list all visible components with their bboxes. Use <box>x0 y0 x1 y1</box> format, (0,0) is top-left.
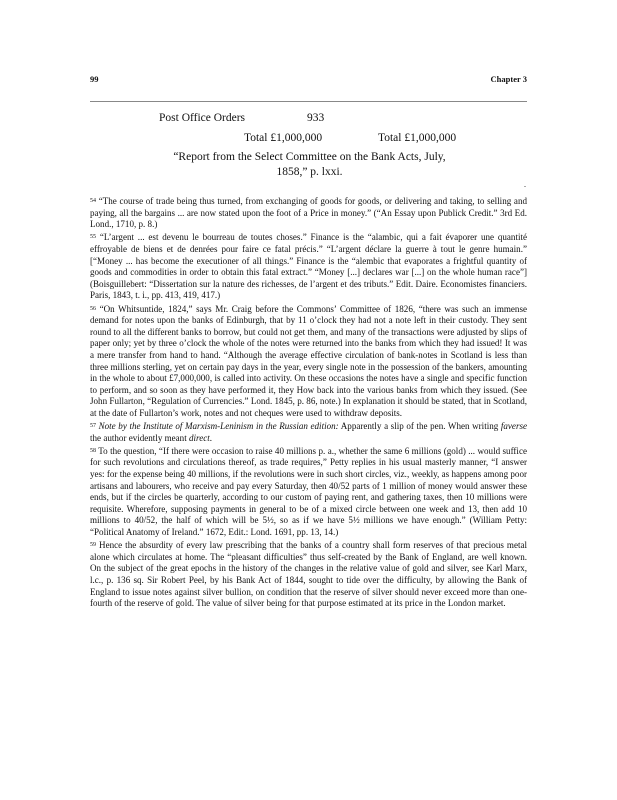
footnote-italic-note: Note by the Institute of Marxism-Leninism in the Russian edition: <box>98 421 339 432</box>
footnote-58 <box>90 446 527 539</box>
footnote-55 <box>90 232 527 302</box>
table-row-value: 933 <box>307 112 325 124</box>
page-header <box>90 74 527 88</box>
footnote-text: “The course of trade being thus turned, from exchanging of goods for goods, or delivering and taking, to selling and paying, all the bargains ... are now stated upon the foot of a Price in money.” (“An Essay upon Publick Credit.” 3rd Ed. Lond., 1710, p. 8.) <box>90 196 527 230</box>
footnote-number: 56 <box>90 305 96 312</box>
page-number: 99 <box>90 74 99 84</box>
footnote-number: 58 <box>90 447 96 454</box>
footnote-text: Apparently a slip of the pen. When writing <box>338 421 501 432</box>
report-line-2: 1858,” p. lxxi. <box>276 166 343 178</box>
footnote-57 <box>90 421 527 444</box>
table-row-label: Post Office Orders <box>159 112 246 124</box>
footnote-text: “L’argent ... est devenu le bourreau de toutes choses.” Finance is the “alambic, qui a fait évaporer une quantité effroyable de biens et de denrées pour faire ce fatal précis.” “L’argent déclare la guerre à tout le genre humain.” [“Money ... has become the executioner of all things.” Finance is the “alembic that evaporates a frightful quantity of goods and commodities in order to obtain this fatal extract.” “Money [...] declares war [...] on the whole human race”] (Boisguillebert: “Dissertation sur la nature des richesses, de l’argent et des tributs.” Edit. Daire. Economistes financiers. Paris, 1843, t. i., pp. 413, 419, 417.) <box>90 232 528 301</box>
table-total-left: Total £1,000,000 <box>244 132 323 144</box>
chapter-title: Chapter 3 <box>490 74 527 84</box>
footnote-text: To the question, “If there were occasion to raise 40 millions p. a., whether the same 6 millions (gold) ... would suffice for such revolutions and circulations thereof, as trade requires,” Petty replies in his usual masterly manner, “I answer yes: for the expense being 40 millions, if the revolutions were in such short circles, viz., weekly, as happens among poor artisans and labourers, who receive and pay every Saturday, then 40/52 parts of 1 million of money would answer these ends, but if the circles be quarterly, according to our custom of paying rent, and gathering taxes, then 10 millions were requisite. Wherefore, supposing payments in general to be of a mixed circle between one week and 13, then add 10 millions to 40/52, the half of which will be 5½, so as if we have 5½ millions we have enough.” (William Petty: “Political Anatomy of Ireland.” 1672, Edit.: Lond. 1691, pp. 13, 14.) <box>90 445 527 537</box>
footnotes <box>90 196 527 611</box>
footnote-54 <box>90 196 527 231</box>
report-line-1: “Report from the Select Committee on the Bank Acts, July, <box>173 151 446 163</box>
report-citation <box>120 150 499 180</box>
header-rule <box>90 101 527 102</box>
footnote-number: 54 <box>90 198 96 204</box>
footnote-number: 55 <box>90 234 96 241</box>
footnote-number: 57 <box>90 423 96 430</box>
stray-mark: . <box>524 180 526 189</box>
footnote-text: “On Whitsuntide, 1824,” says Mr. Craig before the Commons’ Committee of 1826, “there was such an immense demand for notes upon the banks of Edinburgh, that by 11 o’clock they had not a note left in their custody. They sent round to all the different banks to borrow, but could not get them, and many of the transactions were adjusted by slips of paper only; yet by three o’clock the whole of the notes were returned into the banks from which they had issued! It was a mere transfer from hand to hand. “Although the average effective circulation of bank-notes in Scotland is less than three millions sterling, yet on certain pay days in the year, every single note in the possession of the bankers, amounting in the whole to about £7,000,000, is called into activity. On these occasions the notes have a single and specific function to perform, and so soon as they have performed it, they How back into the various banks from which they issued. (See John Fullarton, “Regulation of Currencies.” Lond. 1845, p. 86, note.) In explanation it should be stated, that in Scotland, at the date of Fullarton’s work, notes and not cheques were used to withdraw deposits. <box>90 303 527 418</box>
footnote-italic-word: direct <box>188 432 210 443</box>
table-total-right: Total £1,000,000 <box>378 132 457 144</box>
footnote-59 <box>90 540 527 610</box>
footnote-text: the author evidently meant <box>90 432 189 443</box>
footnote-number: 59 <box>90 542 96 549</box>
footnote-italic-word: faverse <box>500 421 527 432</box>
footnote-text: Hence the absurdity of every law prescribing that the banks of a country shall form reserves of that precious metal alone which circulates at home. The “pleasant difficulties” thus self-created by the Bank of England, are well known. On the subject of the great epochs in the history of the changes in the relative value of gold and silver, see Karl Marx, l.c., p. 136 sq. Sir Robert Peel, by his Bank Act of 1844, sought to tide over the difficulty, by allowing the Bank of England to issue notes against silver bullion, on condition that the reserve of silver should never exceed more than one-fourth of the reserve of gold. The value of silver being for that purpose estimated at its price in the London market. <box>90 540 528 609</box>
footnote-56 <box>90 304 527 420</box>
footnote-text: . <box>209 432 213 443</box>
